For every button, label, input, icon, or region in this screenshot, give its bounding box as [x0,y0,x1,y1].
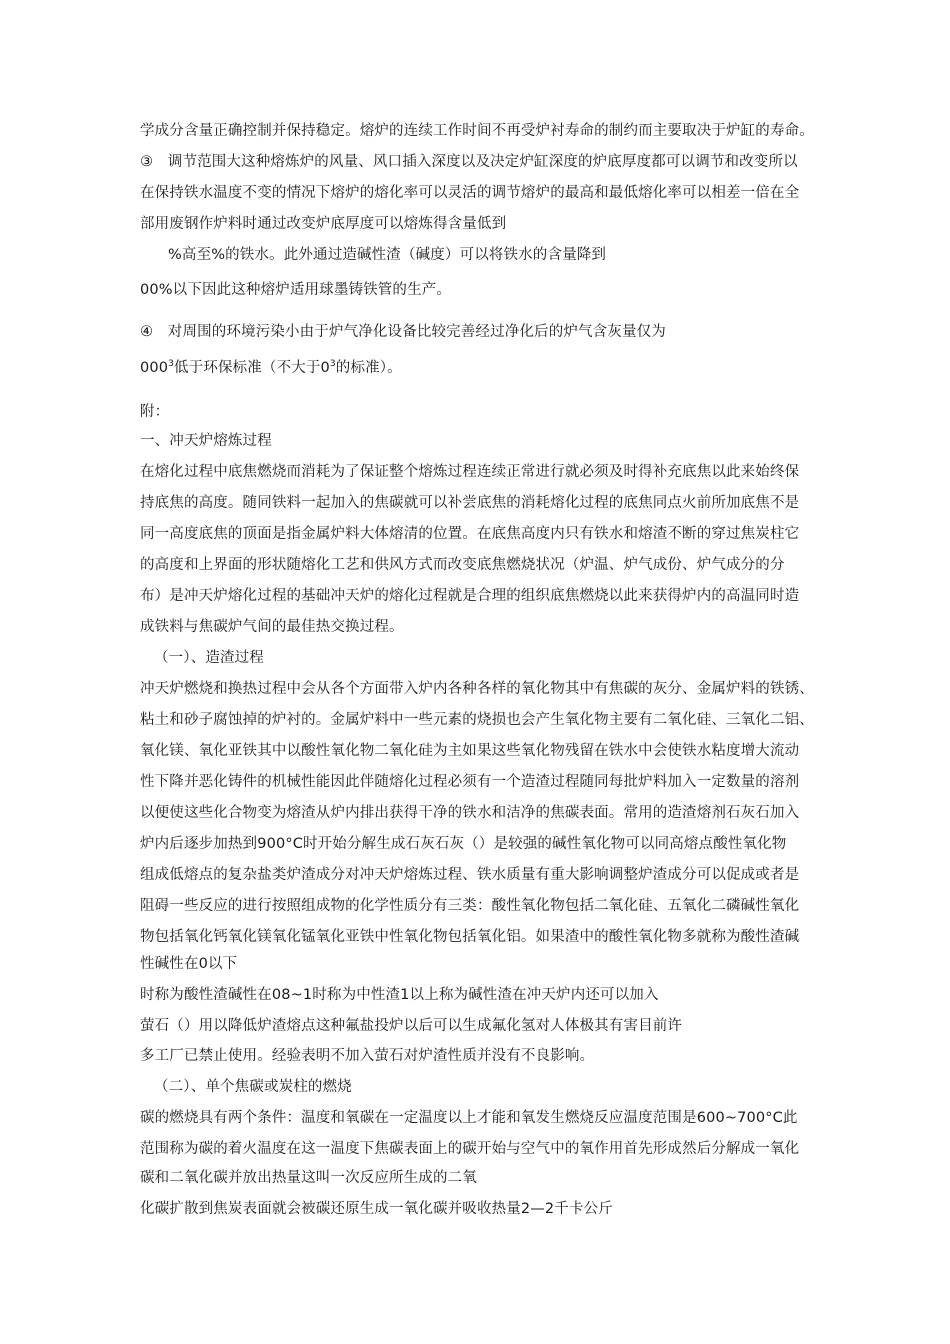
text-line: 冲天炉燃烧和换热过程中会从各个方面带入炉内各种各样的氧化物其中有焦碳的灰分、金属炉料的铁锈、 [140,681,814,697]
text-line: 性下降并恶化铸件的机械性能因此伴随熔化过程必须有一个造渣过程随同每批炉料加入一定数量的溶剂 [140,774,800,790]
text-line: 的高度和上界面的形状随熔化工艺和供风方式而改变底焦燃烧状况（炉温、炉气成份、炉气成分的分 [140,557,785,573]
text-line: ③ 调节范围大这种熔炼炉的风量、风口插入深度以及决定炉缸深度的炉底厚度都可以调节和改变所以 [140,154,798,170]
text-line: 碳的燃烧具有两个条件：温度和氧碳在一定温度以上才能和氧发生燃烧反应温度范围是600~700°C此 [140,1110,798,1126]
text-line-with-superscripts [140,358,402,378]
text-run: 低于环保标准（不大于0 [174,360,330,376]
text-run: 的标准）。 [335,360,402,376]
text-line: 学成分含量正确控制并保持稳定。熔炉的连续工作时间不再受炉衬寿命的制约而主要取决于炉缸的寿命。 [140,123,814,139]
section-heading: 一、冲天炉熔炼过程 [140,433,272,449]
text-line: 物包括氧化钙氧化镁氧化锰氧化亚铁中性氧化物包括氧化铝。如果渣中的酸性氧化物多就称为酸性渣碱 [140,929,800,945]
text-line: 粘土和砂子腐蚀掉的炉衬的。金属炉料中一些元素的烧损也会产生氧化物主要有二氧化硅、三氧化二铝、 [140,712,814,728]
text-line: 氧化镁、氧化亚铁其中以酸性氧化物二氧化硅为主如果这些氧化物残留在铁水中会使铁水粘度增大流动 [140,743,800,759]
text-run: 000 [140,360,169,376]
text-line: 以便使这些化合物变为熔渣从炉内排出获得干净的铁水和洁净的焦碳表面。常用的造渣熔剂石灰石加入 [140,805,800,821]
text-line: 在熔化过程中底焦燃烧而消耗为了保证整个熔炼过程连续正常进行就必须及时得补充底焦以此来始终保 [140,464,800,480]
text-line: 组成低熔点的复杂盐类炉渣成分对冲天炉熔炼过程、铁水质量有重大影响调整炉渣成分可以促成或者是 [140,867,800,883]
text-line: 萤石（）用以降低炉渣熔点这种氟盐投炉以后可以生成氟化氢对人体极其有害目前许 [140,1018,683,1034]
superscript: 3 [168,359,175,369]
appendix-label: 附： [140,404,170,420]
text-line: 成铁料与焦碳炉气间的最佳热交换过程。 [140,619,404,635]
subsection-heading: （一）、造渣过程 [154,650,264,666]
subsection-heading: （二）、单个焦碳或炭柱的燃烧 [154,1079,352,1095]
text-line: 时称为酸性渣碱性在08~1时称为中性渣1以上称为碱性渣在冲天炉内还可以加入 [140,987,659,1003]
text-line: 范围称为碳的着火温度在这一温度下焦碳表面上的碳开始与空气中的氧作用首先形成然后分解成一氧化 [140,1141,800,1157]
text-line: ④ 对周围的环境污染小由于炉气净化设备比较完善经过净化后的炉气含灰量仅为 [140,324,666,340]
text-line: 同一高度底焦的顶面是指金属炉料大体熔清的位置。在底焦高度内只有铁水和熔渣不断的穿过焦炭柱它 [140,526,800,542]
text-line: 布）是冲天炉熔化过程的基础冲天炉的熔化过程就是合理的组织底焦燃烧以此来获得炉内的高温同时造 [140,588,800,604]
text-line: 阻碍一些反应的进行按照组成物的化学性质分有三类：酸性氧化物包括二氧化硅、五氧化二磷碱性氧化 [140,898,800,914]
text-line: 在保持铁水温度不变的情况下熔炉的熔化率可以灵活的调节熔炉的最高和最低熔化率可以相差一倍在全 [140,185,800,201]
text-line: 性碱性在0以下 [140,956,238,972]
text-line: 持底焦的高度。随同铁料一起加入的焦碳就可以补尝底焦的消耗熔化过程的底焦同点火前所加底焦不是 [140,495,800,511]
superscript: 3 [329,359,336,369]
text-line: 多工厂已禁止使用。经验表明不加入萤石对炉渣性质并没有不良影响。 [140,1048,595,1064]
text-line: %高至%的铁水。此外通过造碱性渣（碱度）可以将铁水的含量降到 [168,247,607,263]
text-line: 化碳扩散到焦炭表面就会被碳还原生成一氧化碳并吸收热量2—2千卡公斤 [140,1201,613,1217]
text-line: 00%以下因此这种熔炉适用球墨铸铁管的生产。 [140,282,452,298]
text-line: 炉内后逐步加热到900°C时开始分解生成石灰石灰（）是较强的碱性氧化物可以同高熔点酸性氧化物 [140,836,787,852]
text-line: 部用废钢作炉料时通过改变炉底厚度可以熔炼得含量低到 [140,216,507,232]
text-line: 碳和二氧化碳并放出热量这叫一次反应所生成的二氧 [140,1170,477,1186]
